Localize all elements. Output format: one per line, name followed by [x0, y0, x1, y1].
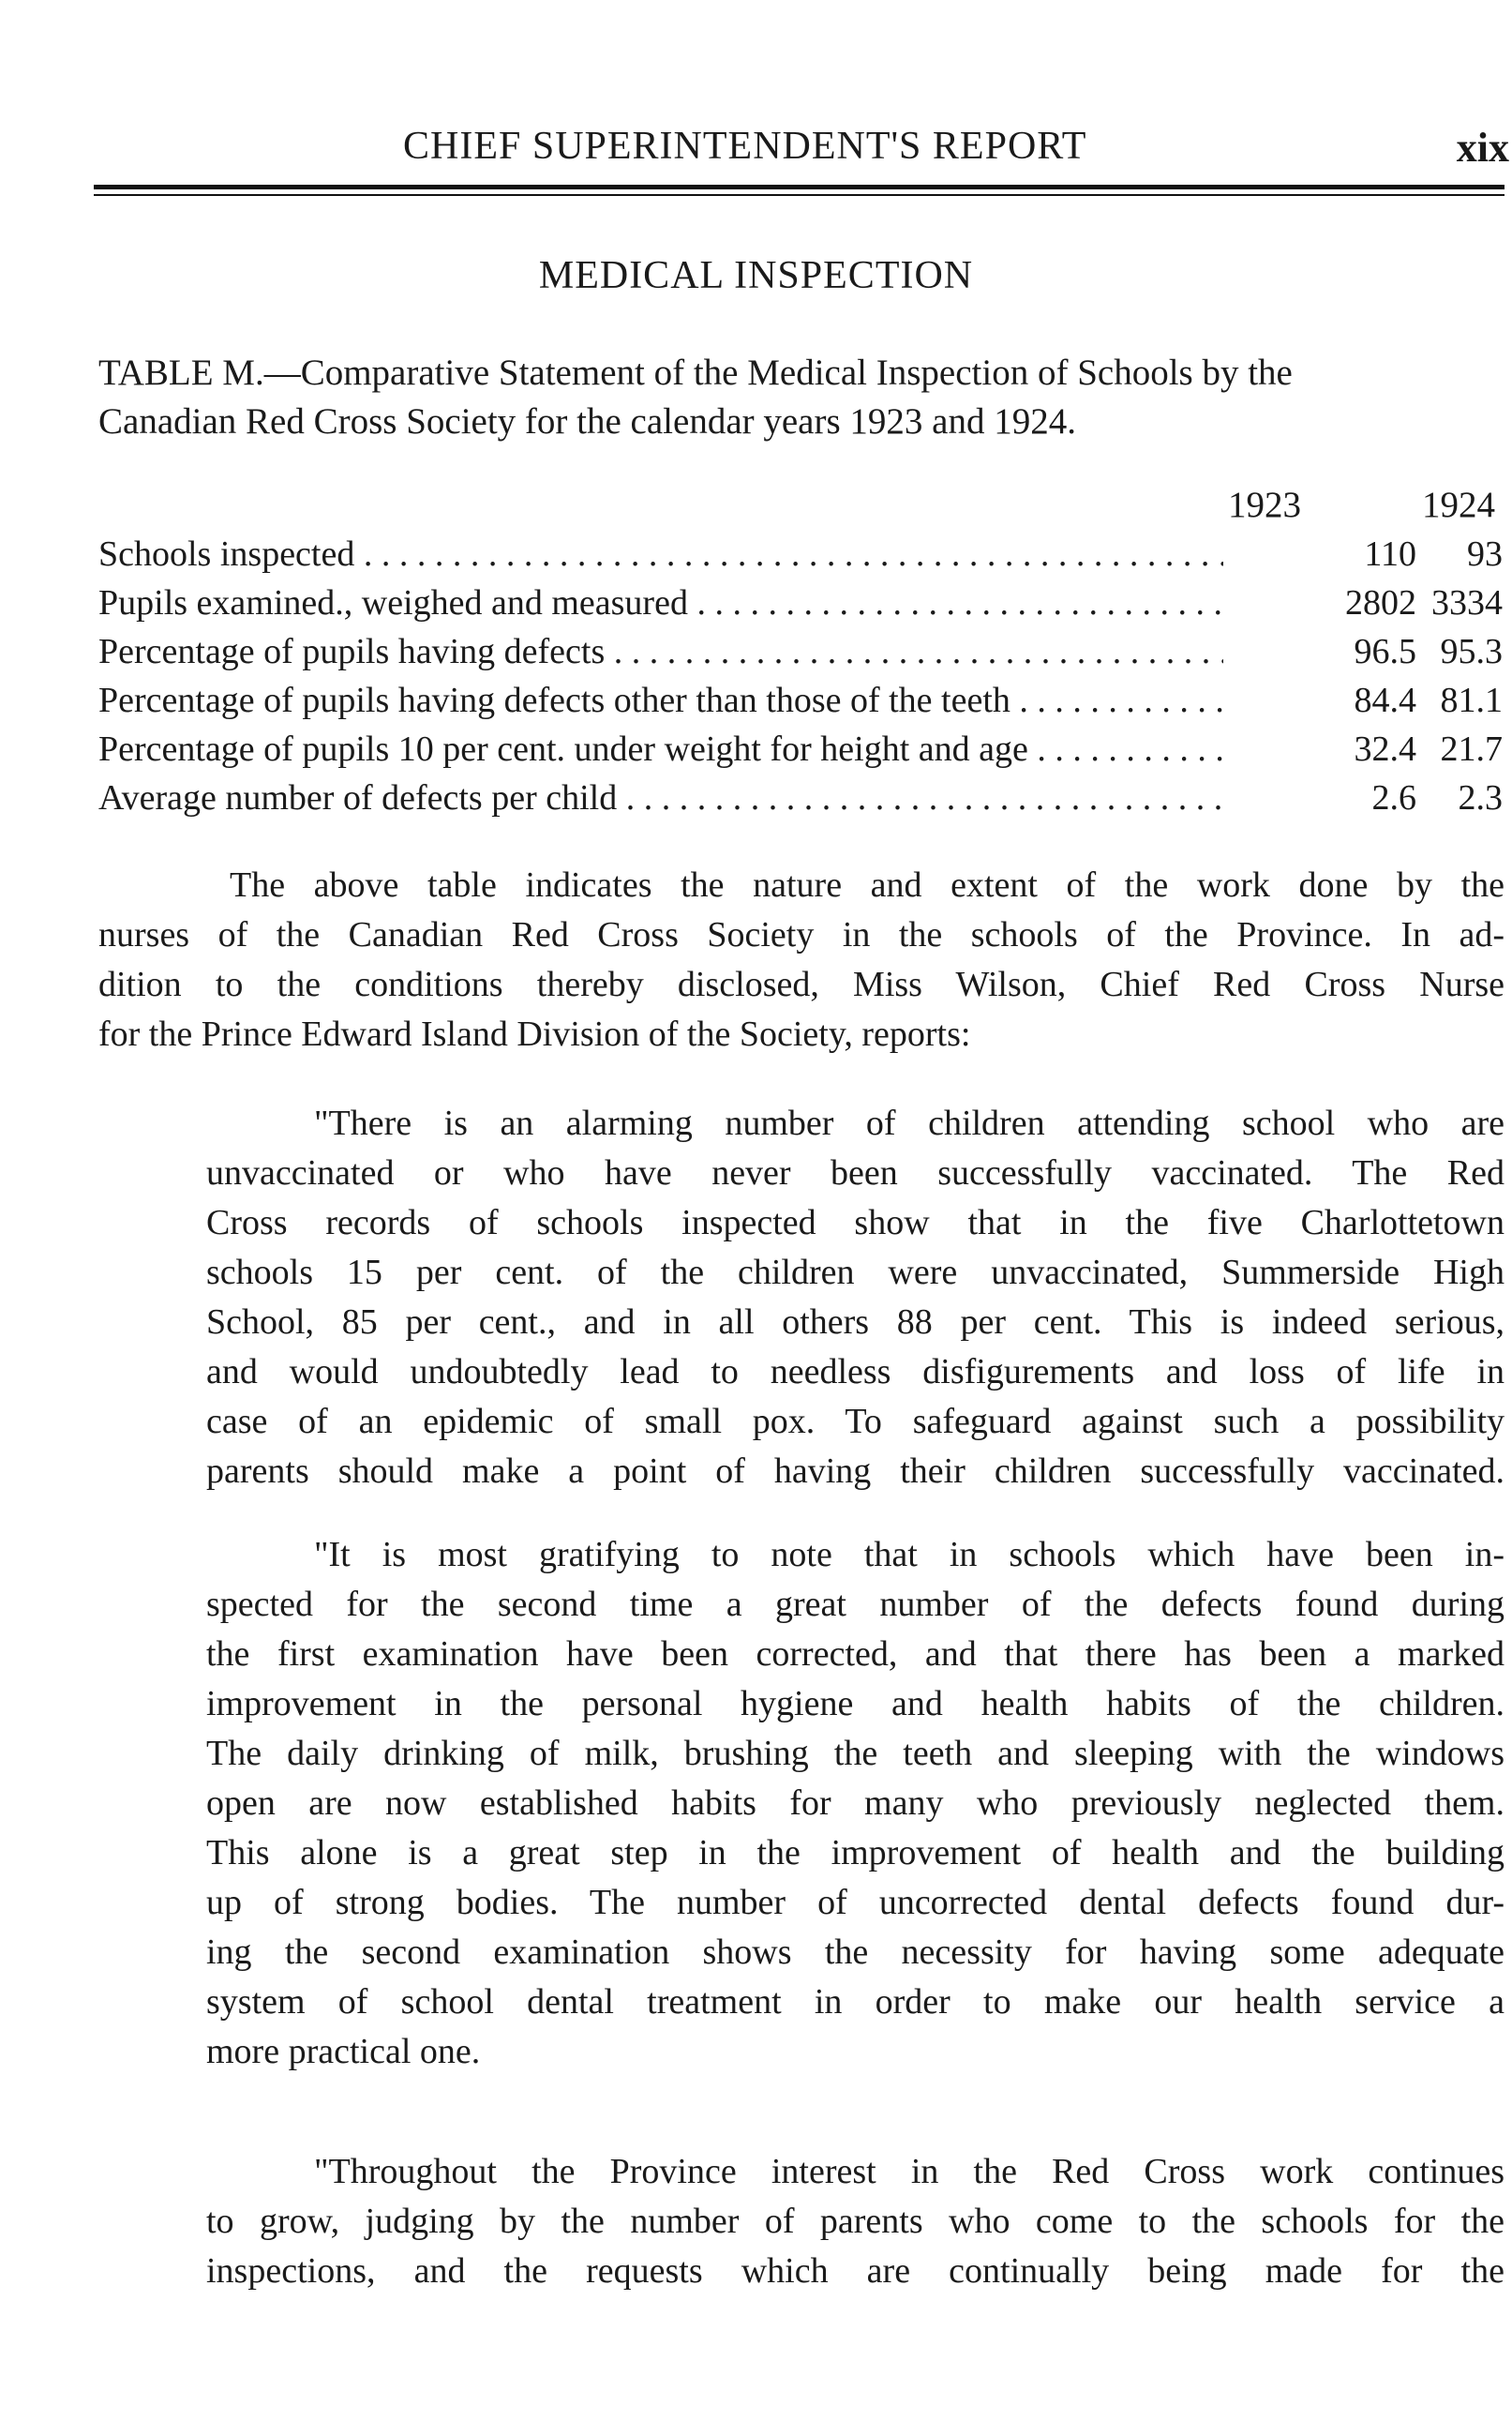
page-number: xix — [1456, 125, 1509, 171]
block-quote — [206, 2147, 1505, 2296]
text-line: and would undoubtedly lead to needless disfigurements and loss of life in — [206, 1352, 1505, 1391]
row-label-cell — [98, 530, 1322, 579]
row-label-cell — [98, 676, 1322, 725]
text-line: the first examination have been corrected, and that there has been a marked — [206, 1634, 1505, 1674]
value-1924: 3334 — [1431, 583, 1503, 623]
header-rule-thick — [94, 185, 1505, 189]
table-row — [98, 725, 1505, 774]
row-label-cell — [98, 725, 1322, 774]
text-line: The daily drinking of milk, brushing the teeth and sleeping with the windows — [206, 1734, 1505, 1773]
column-header-1923: 1923 — [1228, 485, 1301, 525]
value-1924: 93 — [1467, 534, 1503, 574]
row-label: Schools inspected — [98, 534, 355, 574]
section-title: MEDICAL INSPECTION — [538, 254, 974, 297]
text-line: up of strong bodies. The number of uncorrected dental defects found dur- — [206, 1883, 1505, 1922]
value-1923: 32.4 — [1223, 725, 1416, 774]
text-line: inspections, and the requests which are continually being made for the — [206, 2251, 1505, 2291]
leader-dots — [617, 778, 1322, 818]
value-1924: 95.3 — [1440, 632, 1503, 671]
value-1923: 2802 — [1223, 579, 1416, 627]
value-1923: 84.4 — [1223, 676, 1416, 725]
row-label-cell — [98, 627, 1322, 676]
table-row — [98, 774, 1505, 822]
running-head-title: CHIEF SUPERINTENDENT'S REPORT — [403, 125, 1087, 168]
table-row — [98, 579, 1505, 627]
leader-dots — [605, 632, 1322, 671]
leader-dots — [354, 534, 1322, 574]
value-1924: 21.7 — [1440, 729, 1503, 769]
text-line: "There is an alarming number of children attending school who are — [314, 1104, 1505, 1143]
row-label: Percentage of pupils having defects — [98, 632, 606, 671]
block-quote — [206, 1530, 1505, 2077]
row-label-cell — [98, 579, 1322, 627]
text-line: dition to the conditions thereby disclosed, Miss Wilson, Chief Red Cross Nurse — [98, 965, 1505, 1004]
row-label: Percentage of pupils having defects other than those of the teeth — [98, 681, 1010, 720]
running-head — [94, 124, 1509, 180]
row-label: Pupils examined., weighed and measured — [98, 583, 688, 623]
table-column-headers — [0, 484, 1512, 531]
value-1924: 81.1 — [1440, 681, 1503, 720]
text-line: more practical one. — [206, 2032, 481, 2071]
block-quote — [206, 1099, 1505, 1496]
text-line: for the Prince Edward Island Division of the Society, reports: — [98, 1015, 971, 1054]
text-line: "It is most gratifying to note that in schools which have been in- — [314, 1535, 1505, 1574]
statistics-table — [98, 530, 1505, 822]
table-caption-line: Canadian Red Cross Society for the calendar years 1923 and 1924. — [98, 401, 1076, 442]
table-row — [98, 627, 1505, 676]
text-line: parents should make a point of having their children successfully vaccinated. — [206, 1451, 1505, 1491]
paragraph — [98, 861, 1505, 1060]
column-header-1924: 1924 — [1422, 485, 1495, 525]
text-line: system of school dental treatment in order to make our health service a — [206, 1982, 1505, 2022]
table-row — [98, 530, 1505, 579]
text-line: The above table indicates the nature and extent of the work done by the — [230, 865, 1505, 905]
table-caption-line: TABLE M.—Comparative Statement of the Medical Inspection of Schools by the — [98, 353, 1293, 393]
text-line: open are now established habits for many who previously neglected them. — [206, 1783, 1505, 1823]
table-caption — [98, 349, 1505, 446]
value-1924: 2.3 — [1458, 778, 1503, 818]
header-rule-thin — [94, 194, 1505, 196]
text-line: spected for the second time a great number of the defects found during — [206, 1585, 1505, 1624]
text-line: Cross records of schools inspected show that in the five Charlottetown — [206, 1203, 1505, 1242]
text-line: "Throughout the Province interest in the Red Cross work continues — [314, 2152, 1505, 2191]
value-1923: 2.6 — [1223, 774, 1416, 822]
row-label-cell — [98, 774, 1322, 822]
value-1923: 110 — [1223, 530, 1416, 579]
text-line: case of an epidemic of small pox. To safeguard against such a possibility — [206, 1402, 1505, 1441]
text-line: improvement in the personal hygiene and health habits of the children. — [206, 1684, 1505, 1723]
text-line: nurses of the Canadian Red Cross Society in the schools of the Province. In ad- — [98, 915, 1505, 955]
text-line: schools 15 per cent. of the children were unvaccinated, Summerside High — [206, 1253, 1505, 1292]
table-row — [98, 676, 1505, 725]
text-line: to grow, judging by the number of parents who come to the schools for the — [206, 2202, 1505, 2241]
row-label: Percentage of pupils 10 per cent. under weight for height and age — [98, 729, 1028, 769]
text-line: unvaccinated or who have never been successfully vaccinated. The Red — [206, 1153, 1505, 1193]
row-label: Average number of defects per child — [98, 778, 618, 818]
text-line: School, 85 per cent., and in all others 88 per cent. This is indeed serious, — [206, 1302, 1505, 1342]
value-1923: 96.5 — [1223, 627, 1416, 676]
text-line: This alone is a great step in the improvement of health and the building — [206, 1833, 1505, 1872]
text-line: ing the second examination shows the necessity for having some adequate — [206, 1932, 1505, 1972]
